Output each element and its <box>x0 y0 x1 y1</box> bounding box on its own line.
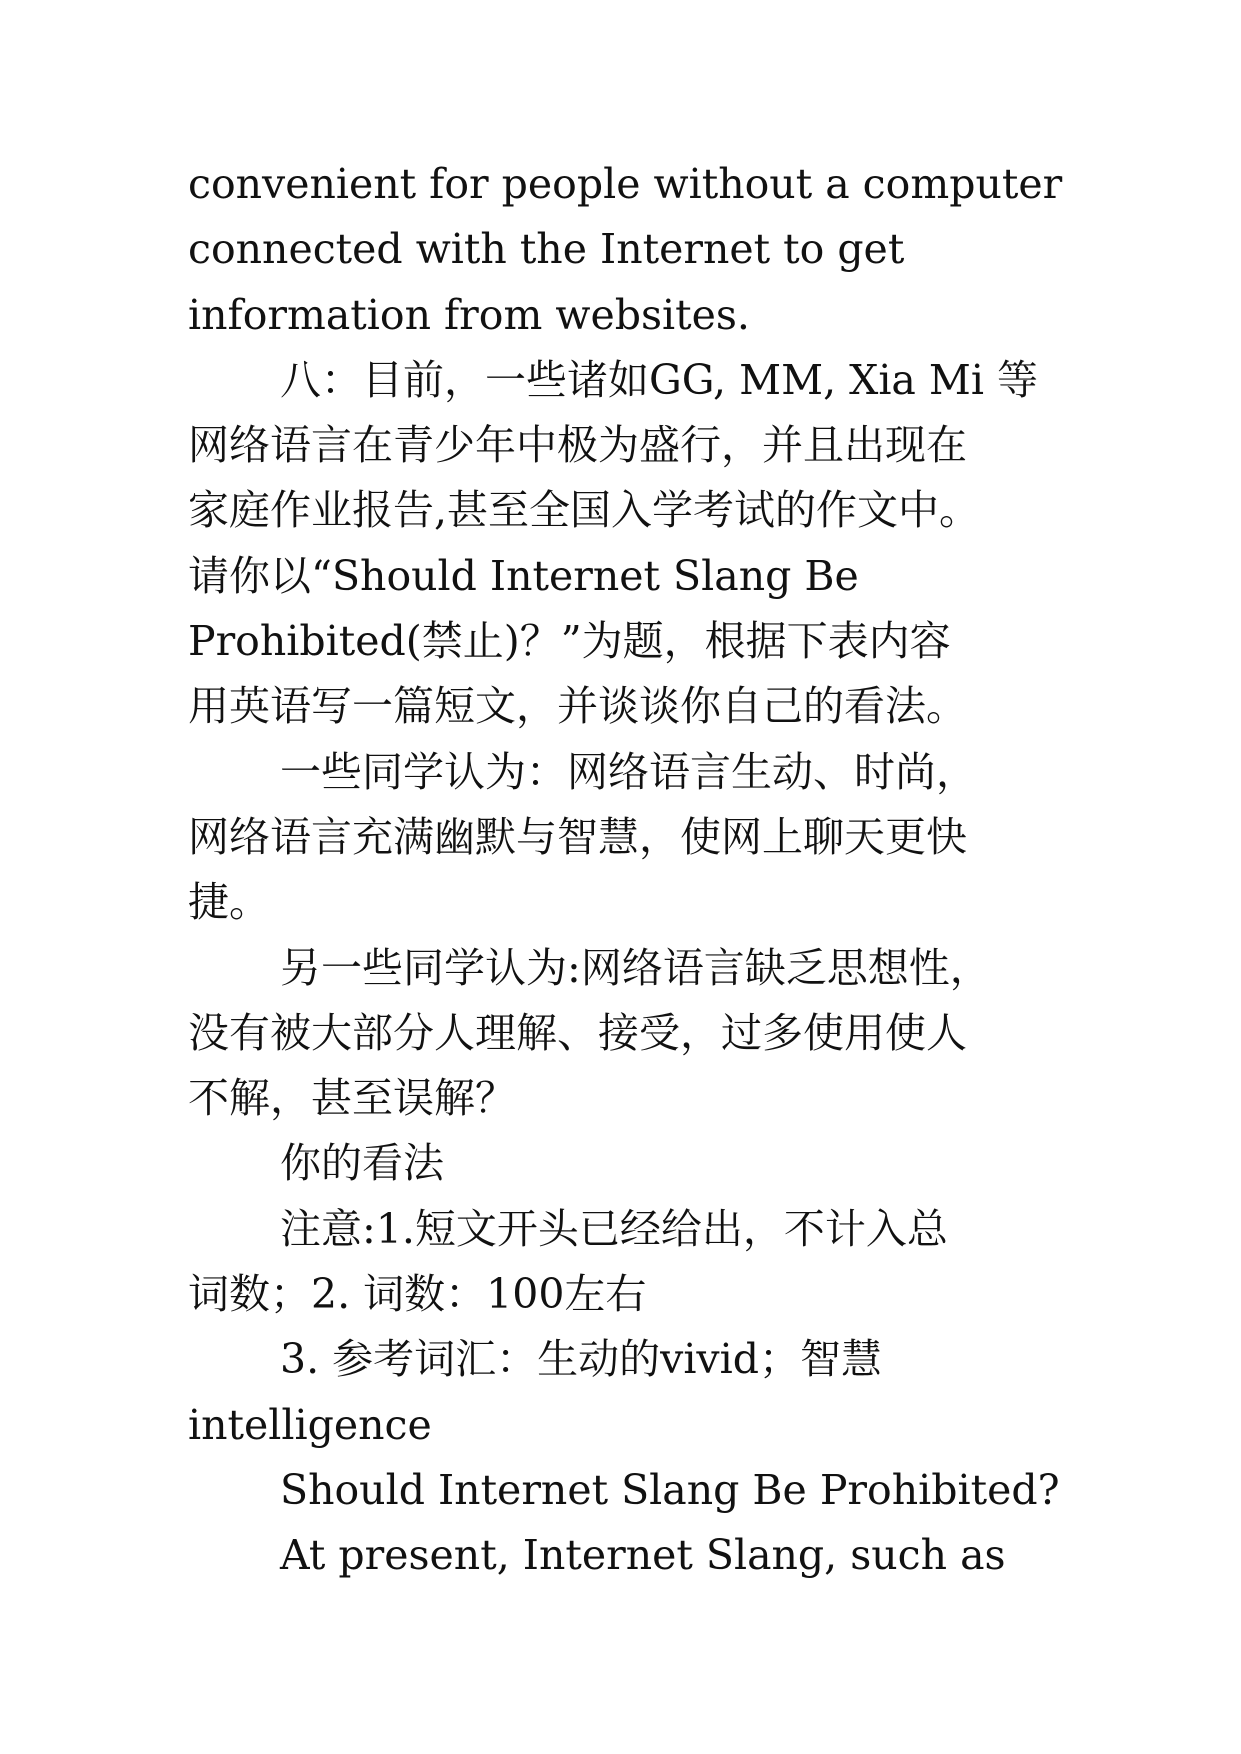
text-line: information from websites. <box>188 290 750 339</box>
text-line: 捷。 <box>188 878 270 927</box>
text-line: Prohibited(禁止)？”为题，根据下表内容 <box>188 617 951 666</box>
text-line: 不解，甚至误解？ <box>188 1074 516 1123</box>
text-line: 家庭作业报告,甚至全国入学考试的作文中。 <box>188 486 981 535</box>
text-line: 请你以“Should Internet Slang Be <box>188 551 859 600</box>
text-line: convenient for people without a computer <box>188 160 1063 208</box>
text-line: 词数；2. 词数：100左右 <box>188 1270 647 1319</box>
text-line: 网络语言充满幽默与智慧，使网上聊天更快 <box>188 812 967 861</box>
essay-start-line: At present, Internet Slang, such as <box>280 1531 1006 1580</box>
text-line: 用英语写一篇短文，并谈谈你自己的看法。 <box>188 682 967 731</box>
text-line: intelligence <box>188 1400 432 1449</box>
question-heading-line: 八：目前，一些诸如GG, MM, Xia Mi 等 <box>280 355 1039 404</box>
vocabulary-line: 3. 参考词汇：生动的vivid；智慧 <box>280 1335 882 1384</box>
document-text <box>188 152 1068 1589</box>
essay-title-line: Should Internet Slang Be Prohibited? <box>280 1465 1060 1514</box>
text-line: 没有被大部分人理解、接受，过多使用使人 <box>188 1008 967 1057</box>
opinion-b-line: 另一些同学认为:网络语言缺乏思想性， <box>280 943 991 992</box>
notes-line: 注意:1.短文开头已经给出，不计入总 <box>280 1204 948 1253</box>
text-line: 网络语言在青少年中极为盛行，并且出现在 <box>188 421 967 470</box>
text-line: connected with the Internet to get <box>188 225 905 274</box>
your-opinion-line: 你的看法 <box>280 1139 444 1188</box>
opinion-a-line: 一些同学认为：网络语言生动、时尚， <box>280 747 977 796</box>
